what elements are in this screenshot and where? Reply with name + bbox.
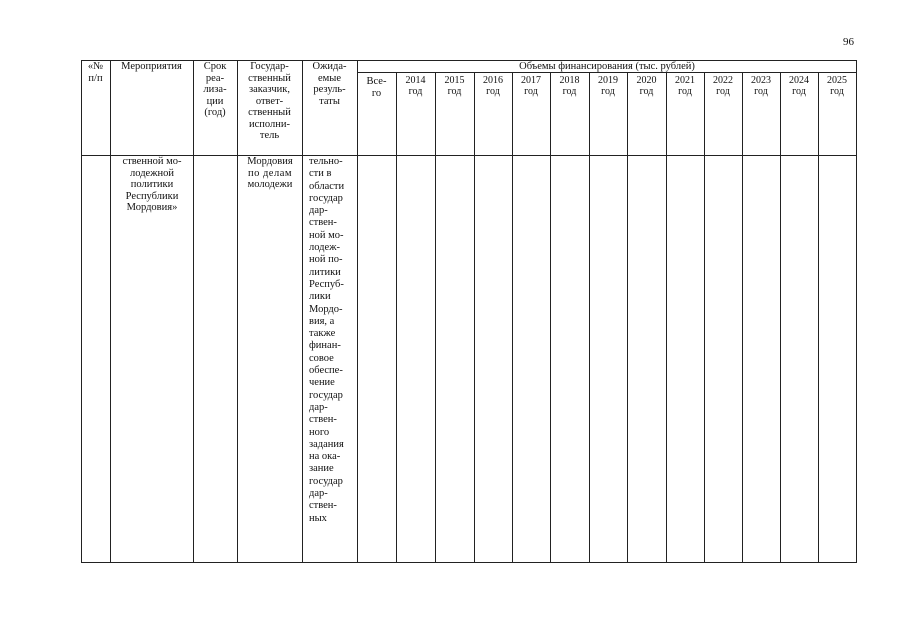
year-number: 2015: [444, 75, 465, 86]
table-bottom-border: [81, 562, 857, 563]
header-year-2018: [550, 75, 589, 97]
row-results-cell: [309, 156, 355, 525]
row-results-line: области: [309, 180, 345, 192]
header-year-2023: [742, 75, 780, 97]
header-customer: [237, 61, 302, 142]
header-total-line-1: Все-: [366, 76, 387, 87]
header-number-line-2: п/п: [88, 72, 103, 84]
col-line-2: [193, 60, 194, 563]
row-results-line: сти в: [309, 168, 332, 180]
header-term: [193, 61, 237, 119]
col-line-7: [435, 72, 436, 563]
row-results-line: ствен-: [309, 414, 337, 426]
col-line-6: [396, 72, 397, 563]
header-customer-line-6: исполни-: [249, 118, 290, 130]
col-line-5: [357, 60, 358, 563]
row-results-line: государ: [309, 389, 343, 401]
row-customer-line: молодежи: [247, 179, 293, 190]
header-year-2019: [589, 75, 627, 97]
col-line-8: [474, 72, 475, 563]
header-year-2022: [704, 75, 742, 97]
header-customer-line-7: тель: [259, 130, 280, 141]
header-event-line-1: Мероприятия: [121, 61, 182, 72]
row-results-line: дар-: [309, 205, 328, 217]
row-results-line: зание: [309, 463, 334, 475]
header-term-line-4: ции: [206, 95, 224, 107]
row-event-line: Мордовия»: [126, 202, 178, 213]
header-results-line-4: таты: [319, 95, 340, 107]
row-results-line: ной по-: [309, 254, 343, 266]
row-results-line: ствен-: [309, 217, 337, 229]
header-total-line-2: го: [371, 87, 382, 99]
row-customer-line: Мордовия: [247, 156, 293, 167]
header-term-line-1: Срок: [203, 61, 227, 72]
row-results-line: на ока-: [309, 451, 341, 463]
col-line-1: [110, 60, 111, 563]
row-results-line: государ: [309, 192, 343, 204]
row-event-line: ственной мо-: [122, 156, 182, 167]
row-results-line: финан-: [309, 340, 341, 352]
header-term-line-3: лиза-: [203, 84, 227, 95]
year-suffix: год: [601, 86, 615, 97]
col-line-12: [627, 72, 628, 563]
year-suffix: год: [754, 86, 768, 97]
year-number: 2016: [483, 75, 503, 86]
row-event-line: политики: [130, 179, 174, 190]
header-funding-title: Объемы финансирования (тыс. рублей): [519, 61, 695, 72]
row-results-line: государ: [309, 475, 343, 487]
header-bottom-border: [81, 155, 857, 156]
row-results-line: Респуб-: [309, 278, 344, 290]
header-number: [81, 61, 110, 84]
year-suffix: год: [524, 86, 538, 97]
header-year-2024: [780, 75, 818, 97]
year-number: 2021: [675, 75, 695, 86]
year-number: 2020: [636, 75, 657, 86]
row-results-line: литики: [309, 266, 341, 278]
year-number: 2024: [789, 75, 809, 86]
header-results-line-2: емые: [317, 72, 342, 84]
header-event: [110, 61, 193, 73]
header-customer-line-2: ственный: [248, 72, 291, 84]
header-results-line-3: резуль-: [313, 84, 346, 95]
col-line-10: [550, 72, 551, 563]
header-term-line-5: (год): [204, 107, 226, 118]
row-results-line: чение: [309, 377, 335, 389]
header-year-2016: [474, 75, 512, 97]
header-results: [302, 61, 357, 107]
header-year-2025: [818, 75, 856, 97]
row-results-line: совое: [309, 352, 334, 364]
year-suffix: год: [408, 86, 423, 97]
row-results-line: дар-: [309, 488, 328, 500]
header-customer-line-3: заказчик,: [249, 84, 290, 95]
header-year-2014: [396, 75, 435, 97]
col-line-17: [818, 72, 819, 563]
row-results-line: также: [309, 328, 336, 340]
row-event-line: лодежной: [130, 167, 174, 179]
row-results-line: Мордо-: [309, 303, 343, 315]
row-results-line: дар-: [309, 401, 328, 413]
year-number: 2018: [559, 75, 580, 86]
header-year-2015: [435, 75, 474, 97]
row-customer-line: по делам: [247, 167, 293, 179]
header-total: [357, 76, 396, 99]
header-customer-line-1: Государ-: [250, 61, 289, 72]
row-results-line: лодеж-: [309, 242, 340, 254]
header-term-line-2: реа-: [205, 72, 225, 84]
row-results-line: лики: [309, 291, 331, 303]
col-line-13: [666, 72, 667, 563]
row-event-line: Республики: [125, 190, 179, 202]
row-results-line: ной мо-: [309, 229, 344, 241]
header-year-2021: [666, 75, 704, 97]
page-number: 96: [843, 36, 854, 48]
row-results-line: вия, а: [309, 315, 335, 327]
year-suffix: год: [486, 86, 500, 97]
row-results-line: ного: [309, 426, 330, 438]
row-results-line: тельно-: [309, 156, 343, 167]
col-line-14: [704, 72, 705, 563]
year-number: 2014: [405, 75, 426, 86]
col-line-11: [589, 72, 590, 563]
header-year-2020: [627, 75, 666, 97]
header-year-2017: [512, 75, 550, 97]
row-customer-cell: [238, 156, 302, 191]
row-results-line: ных: [309, 512, 327, 524]
col-line-0: [81, 60, 82, 563]
row-event-cell: [111, 156, 193, 214]
year-suffix: год: [639, 86, 654, 97]
header-number-line-1: «№: [87, 61, 104, 72]
row-results-line: обеспе-: [309, 365, 343, 377]
row-results-line: задания: [309, 438, 344, 450]
header-customer-line-4: ответ-: [255, 95, 284, 107]
col-line-15: [742, 72, 743, 563]
row-results-line: ствен-: [309, 500, 337, 512]
header-customer-line-5: ственный: [248, 107, 291, 118]
year-suffix: год: [792, 86, 806, 97]
year-number: 2019: [598, 75, 618, 86]
year-number: 2022: [713, 75, 733, 86]
col-line-9: [512, 72, 513, 563]
year-number: 2025: [827, 75, 847, 86]
col-line-4: [302, 60, 303, 563]
header-results-line-1: Ожида-: [312, 61, 347, 72]
year-suffix: год: [830, 86, 844, 97]
year-suffix: год: [562, 86, 577, 97]
col-line-16: [780, 72, 781, 563]
year-number: 2023: [751, 75, 771, 86]
col-line-18: [856, 60, 857, 563]
year-suffix: год: [716, 86, 730, 97]
year-suffix: год: [447, 86, 462, 97]
year-number: 2017: [521, 75, 541, 86]
year-suffix: год: [678, 86, 692, 97]
